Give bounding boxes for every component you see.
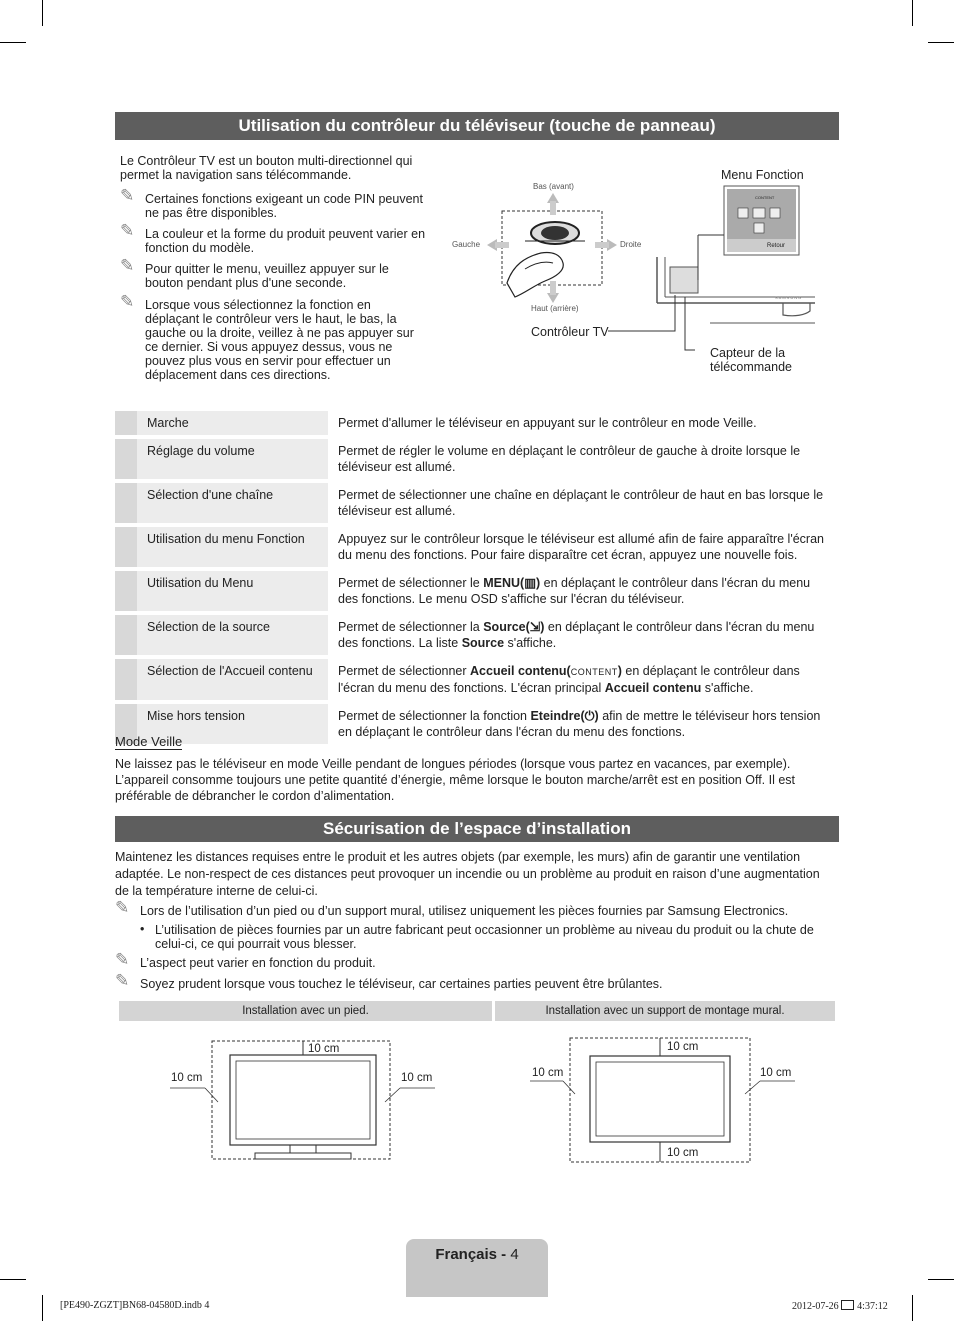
distance-label: 10 cm bbox=[760, 1067, 792, 1079]
stand-header: Installation avec un pied. bbox=[119, 1001, 492, 1021]
function-name: Utilisation du Menu bbox=[137, 571, 328, 611]
wall-install-diagram bbox=[530, 1036, 800, 1166]
table-row bbox=[115, 527, 839, 567]
section-title: Utilisation du contrôleur du téléviseur (touche de panneau) bbox=[115, 112, 839, 140]
direction-up-label: Bas (avant) bbox=[533, 182, 574, 191]
table-row bbox=[115, 439, 839, 479]
pencil-icon: ✎ bbox=[115, 971, 130, 990]
controller-label: Contrôleur TV bbox=[531, 325, 609, 339]
function-desc: Permet de sélectionner une chaîne en déplaçant le contrôleur de haut en bas lorsque le téléviseur est allumé. bbox=[338, 488, 824, 518]
note: ✎ L’aspect peut varier en fonction du produit. bbox=[115, 950, 376, 970]
direction-down-label: Haut (arrière) bbox=[531, 304, 579, 313]
function-name: Mise hors tension bbox=[137, 704, 328, 744]
table-row bbox=[115, 571, 839, 611]
function-name: Marche bbox=[137, 411, 328, 435]
distance-label: 10 cm bbox=[532, 1067, 564, 1079]
mode-veille-title: Mode Veille bbox=[115, 734, 183, 749]
crop-mark bbox=[928, 42, 954, 43]
distance-label: 10 cm bbox=[667, 1147, 699, 1159]
crop-mark bbox=[0, 42, 26, 43]
distance-label: 10 cm bbox=[401, 1072, 433, 1084]
function-name: Sélection de l'Accueil contenu bbox=[137, 659, 328, 700]
pencil-icon: ✎ bbox=[120, 186, 135, 205]
intro-text: Le Contrôleur TV est un bouton multi-directionnel qui permet la navigation sans télécommande. bbox=[120, 154, 413, 182]
file-imprint: [PE490-ZGZT]BN68-04580D.indb 4 bbox=[60, 1300, 210, 1311]
table-row bbox=[115, 411, 839, 435]
direction-right-label: Droite bbox=[620, 240, 642, 249]
function-name: Sélection de la source bbox=[137, 615, 328, 655]
table-row bbox=[115, 615, 839, 655]
function-desc: Permet d'allumer le téléviseur en appuyant sur le contrôleur en mode Veille. bbox=[338, 416, 757, 430]
distance-label: 10 cm bbox=[308, 1043, 340, 1055]
note: ✎ Lorsque vous sélectionnez la fonction en déplaçant le contrôleur vers le haut, le bas, la gauche ou la droite, veillez à ne pas appuyer sur ce dernier. Si vous appuyez dessus, vous ne pouvez plus vous en servir pour effectuer un déplacement dans ces directions. bbox=[120, 292, 414, 382]
wall-header: Installation avec un support de montage mural. bbox=[495, 1001, 835, 1021]
menu-icon: ▥ bbox=[524, 576, 536, 590]
page-number-tab bbox=[406, 1239, 548, 1297]
power-icon: ⏻ bbox=[584, 709, 595, 723]
note: ✎ Soyez prudent lorsque vous touchez le téléviseur, car certaines parties peuvent être brûlantes. bbox=[115, 971, 663, 991]
crop-mark bbox=[928, 1279, 954, 1280]
crop-mark bbox=[912, 1295, 913, 1321]
pencil-icon: ✎ bbox=[115, 950, 130, 969]
stand-install-diagram bbox=[170, 1040, 440, 1165]
function-desc: Permet de régler le volume en déplaçant le contrôleur de gauche à droite lorsque le téléviseur est allumé. bbox=[338, 444, 801, 474]
pencil-icon: ✎ bbox=[120, 292, 135, 311]
pencil-icon: ✎ bbox=[115, 898, 130, 917]
function-desc: Permet de sélectionner la fonction Eteindre(⏻) afin de mettre le téléviseur hors tension en déplaçant le contrôleur dans l'écran du menu des fonctions. bbox=[338, 709, 821, 739]
pencil-icon: ✎ bbox=[120, 256, 135, 275]
function-desc: Permet de sélectionner le MENU(▥) en déplaçant le contrôleur dans l'écran du menu des fonctions. Le menu OSD s'affiche sur l'écran du téléviseur. bbox=[338, 576, 811, 606]
source-icon: ⇲ bbox=[529, 620, 541, 634]
function-name: Utilisation du menu Fonction bbox=[137, 527, 328, 567]
function-name: Sélection d'une chaîne bbox=[137, 483, 328, 523]
note: ✎ Lors de l’utilisation d’un pied ou d’un support mural, utilisez uniquement les pièces fournies par Samsung Electronics. bbox=[115, 898, 789, 918]
clock-icon bbox=[841, 1300, 854, 1310]
crop-mark bbox=[0, 1279, 26, 1280]
table-row bbox=[115, 483, 839, 523]
sensor-label: Capteur de la télécommande bbox=[710, 346, 792, 374]
pencil-icon: ✎ bbox=[120, 221, 135, 240]
note: ✎ La couleur et la forme du produit peuvent varier en fonction du modèle. bbox=[120, 221, 426, 255]
date-imprint: 2012-07-26 4:37:12 bbox=[792, 1301, 888, 1312]
content-icon: CONTENT bbox=[570, 667, 618, 677]
note: ✎ Certaines fonctions exigeant un code PIN peuvent ne pas être disponibles. bbox=[120, 186, 423, 220]
bullet-text: L’utilisation de pièces fournies par un autre fabricant peut occasionner un problème au niveau du produit ou la chute de celui-ci, ce qui pourrait vous blesser. bbox=[155, 923, 814, 951]
table-row bbox=[115, 704, 839, 744]
function-table bbox=[115, 407, 839, 748]
page-number: 4 bbox=[510, 1246, 519, 1263]
distance-label: 10 cm bbox=[171, 1072, 203, 1084]
crop-mark bbox=[42, 0, 43, 26]
direction-left-label: Gauche bbox=[452, 240, 481, 249]
bullet-icon: • bbox=[140, 922, 145, 936]
install-paragraph: Maintenez les distances requises entre le produit et les autres objets (par exemple, les murs) afin de garantir une ventilation adaptée. Le non-respect de ces distances peut provoquer un incendie ou un problème au produit en raison d’une augmentation de la température interne de celui-ci. bbox=[115, 850, 820, 898]
retour-label: Retour bbox=[767, 243, 786, 249]
distance-label: 10 cm bbox=[667, 1041, 699, 1053]
function-name: Réglage du volume bbox=[137, 439, 328, 479]
content-label: CONTENT bbox=[755, 195, 775, 200]
menu-fonction-label: Menu Fonction bbox=[721, 168, 804, 182]
section-title: Sécurisation de l’espace d’installation bbox=[115, 816, 839, 842]
brand-label: SAMSUNG bbox=[775, 295, 803, 300]
crop-mark bbox=[912, 0, 913, 26]
mode-veille-text: Ne laissez pas le téléviseur en mode Veille pendant de longues périodes (lorsque vous partez en vacances, par exemple). L’appareil consomme toujours une petite quantité d’énergie, même lorsque le bouton marche/arrêt est en position Off. Il est préférable de débrancher le cordon d’alimentation. bbox=[115, 757, 796, 803]
crop-mark bbox=[42, 1295, 43, 1321]
page-label: Français - bbox=[435, 1246, 511, 1263]
function-desc: Permet de sélectionner Accueil contenu(CONTENT) en déplaçant le contrôleur dans l'écran du menu des fonctions. L'écran principal Accueil contenu s'affiche. bbox=[338, 664, 800, 695]
function-desc: Appuyez sur le contrôleur lorsque le téléviseur est allumé afin de faire apparaître l'écran du menu des fonctions. Pour faire disparaître cet écran, appuyez une nouvelle fois. bbox=[338, 532, 824, 562]
note: ✎ Pour quitter le menu, veuillez appuyer sur le bouton pendant plus d'une seconde. bbox=[120, 256, 389, 290]
table-row bbox=[115, 659, 839, 700]
function-desc: Permet de sélectionner la Source(⇲) en déplaçant le contrôleur dans l'écran du menu des fonctions. La liste Source s'affiche. bbox=[338, 620, 815, 650]
